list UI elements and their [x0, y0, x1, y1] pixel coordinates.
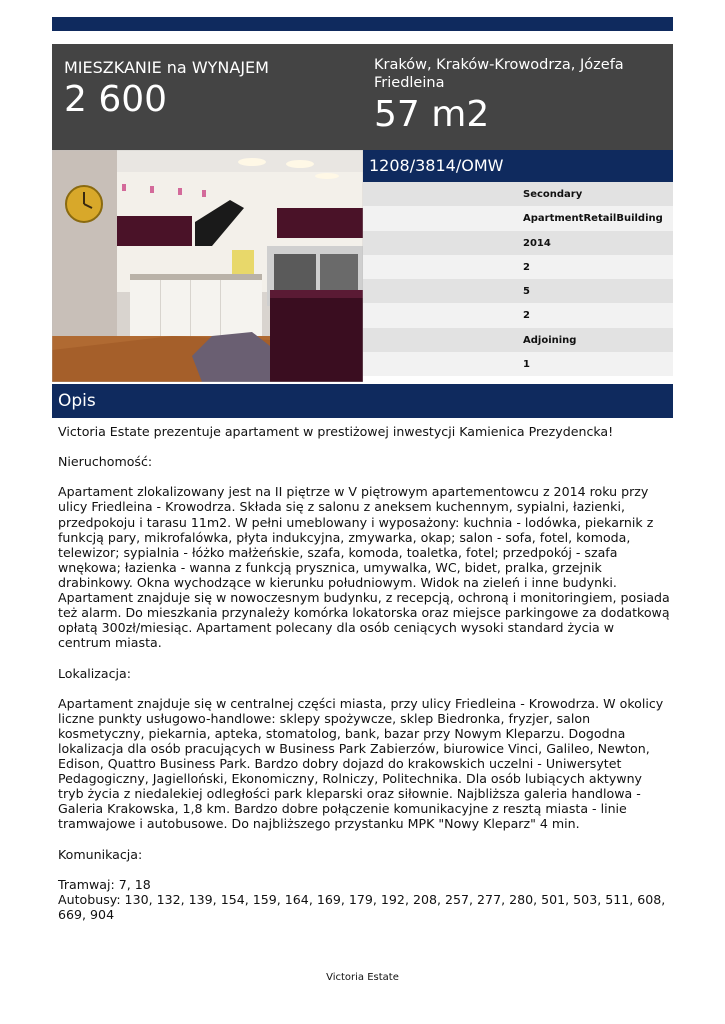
param-value: 2014	[523, 237, 551, 249]
section-title: Opis	[58, 391, 96, 411]
description-paragraph: Victoria Estate prezentuje apartament w prestiżowej inwestycji Kamienica Prezydencka!	[58, 424, 614, 439]
listing-header	[52, 44, 673, 150]
param-row	[363, 255, 673, 279]
reference-bar	[363, 150, 673, 182]
param-value: ApartmentRetailBuilding	[523, 213, 663, 225]
reference-number: 1208/3814/OMW	[369, 156, 504, 175]
top-accent-bar	[52, 17, 673, 31]
param-value: 1	[523, 358, 530, 370]
param-value: 2	[523, 261, 530, 273]
param-value: Adjoining	[523, 334, 577, 346]
listing-price: 2 600	[64, 79, 168, 120]
description-paragraph: Komunikacja:	[58, 846, 143, 862]
listing-photo	[52, 150, 363, 382]
description-paragraph: Tramwaj: 7, 18 Autobusy: 130, 132, 139, 154, 159, 164, 169, 179, 192, 208, 257, 277, 280, 501, 503, 511, 608, 669, 904	[58, 876, 666, 922]
param-row	[363, 206, 673, 230]
param-row	[363, 352, 673, 376]
description-body	[58, 424, 670, 922]
param-row	[363, 303, 673, 327]
param-row	[363, 182, 673, 206]
description-section-header	[52, 384, 673, 418]
description-paragraph: Apartament znajduje się w centralnej części miasta, przy ulicy Friedleina - Krowodrza. W okolicy liczne punkty usługowo-handlowe: sklepy spożywcze, sklep Biedronka, fryzjer, salon kosmetyczny, piekarnia, apteka, stomatolog, bank, bazar przy Nowym Kleparzu. Dogodna lokalizacja dla osób pracujących w Business Park Zabierzów, biurowice Vinci, Galileo, Newton, Edison, Quattro Business Park. Bardzo dobry dojazd do krakowskich uczelni - Uniwersytet Pedagogiczny, Jagielloński, Ekonomiczny, Rolniczy, Politechnika. Dla osób lubiących aktywny tryb życia z niedalekiej odległości park kleparski oraz siłownie. Najbliższa galeria handlowa - Galeria Krakowska, 1,8 km. Bardzo dobre połączenie komunikacyjne z resztą miasta - linie tramwajowe i autobusowe. Do najbliższego przystanku MPK "Nowy Kleparz" 4 min.	[58, 695, 664, 832]
description-paragraph: Apartament zlokalizowany jest na II piętrze w V piętrowym apartementowcu z 2014 roku przy ulicy Friedleina - Krowodrza. Składa się z salonu z aneksem kuchennym, sypialni, łazienki, przedpokoju i tarasu 11m2. W pełni umeblowany i wyposażony: kuchnia - lodówka, piekarnik z funkcją pary, mikrofalówka, płyta indukcyjna, zmywarka, okap; salon - sofa, fotel, komoda, telewizor; sypialnia - łóżko małżeńskie, szafa, komoda, toaletka, fotel; przedpokój - szafa wnękowa; łazienka - wanna z funkcją prysznica, umywalka, WC, bidet, pralka, grzejnik drabinkowy. Okna wychodzące w kierunku południowym. Widok na zieleń i inne budynki. Apartament znajduje się w nowoczesnym budynku, z recepcją, ochroną i monitoringiem, posiada też alarm. Do mieszkania przynależy komórka lokatorska oraz miejsce parkingowe za dodatkową opłatą 300zł/miesiąc. Apartament polecany dla osób ceniących wysoki standard życia w centrum miasta.	[58, 484, 670, 651]
param-value: Secondary	[523, 189, 583, 200]
description-gap	[58, 832, 670, 847]
param-row	[363, 231, 673, 255]
footer-company: Victoria Estate	[326, 972, 399, 983]
param-value: 2	[523, 310, 530, 322]
param-row	[363, 328, 673, 352]
description-gap	[58, 650, 670, 665]
param-row	[363, 279, 673, 303]
header-left	[64, 58, 359, 120]
description-gap	[58, 681, 670, 696]
description-paragraph: Lokalizacja:	[58, 665, 131, 681]
description-gap	[58, 469, 670, 484]
header-right	[374, 56, 664, 136]
param-value: 5	[523, 286, 530, 297]
listing-area: 57 m2	[374, 94, 490, 135]
listing-type: MIESZKANIE na WYNAJEM	[64, 58, 269, 77]
listing-location: Kraków, Kraków-Krowodrza, Józefa Friedleina	[374, 57, 624, 91]
params-table	[363, 182, 673, 376]
description-gap	[58, 862, 670, 877]
description-gap	[58, 439, 670, 454]
description-paragraph: Nieruchomość:	[58, 454, 153, 470]
